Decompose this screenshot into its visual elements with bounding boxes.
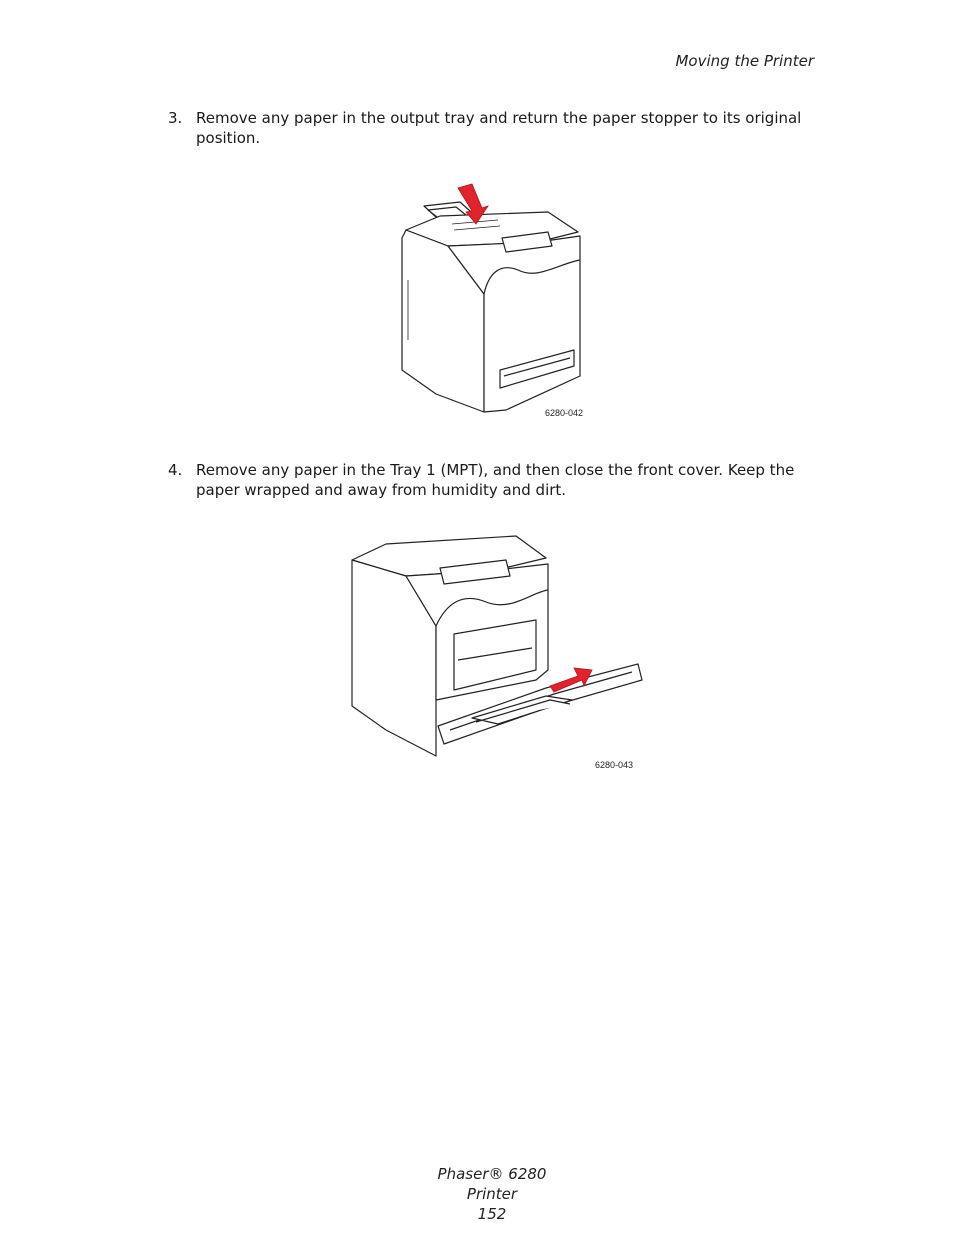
step-text: Remove any paper in the Tray 1 (MPT), and then close the front cover. Keep the paper wrapped and away from humidity and dirt. — [196, 461, 795, 499]
page-number: 152 — [477, 1205, 507, 1223]
product-name: Phaser® 6280 Printer — [437, 1165, 547, 1203]
figure-mpt-tray — [346, 530, 646, 775]
step-text: Remove any paper in the output tray and return the paper stopper to its original position. — [196, 109, 802, 147]
printer-mpt-tray-illustration — [346, 530, 646, 775]
printer-output-tray-illustration — [388, 180, 598, 420]
figure-label: 6280-043 — [595, 760, 634, 770]
running-header: Moving the Printer — [675, 52, 814, 70]
step-4 — [168, 460, 818, 500]
figure-label: 6280-042 — [545, 408, 584, 418]
step-number: 4. — [168, 461, 183, 479]
figure-output-tray — [388, 180, 598, 420]
step-3 — [168, 108, 818, 148]
step-number: 3. — [168, 109, 183, 127]
